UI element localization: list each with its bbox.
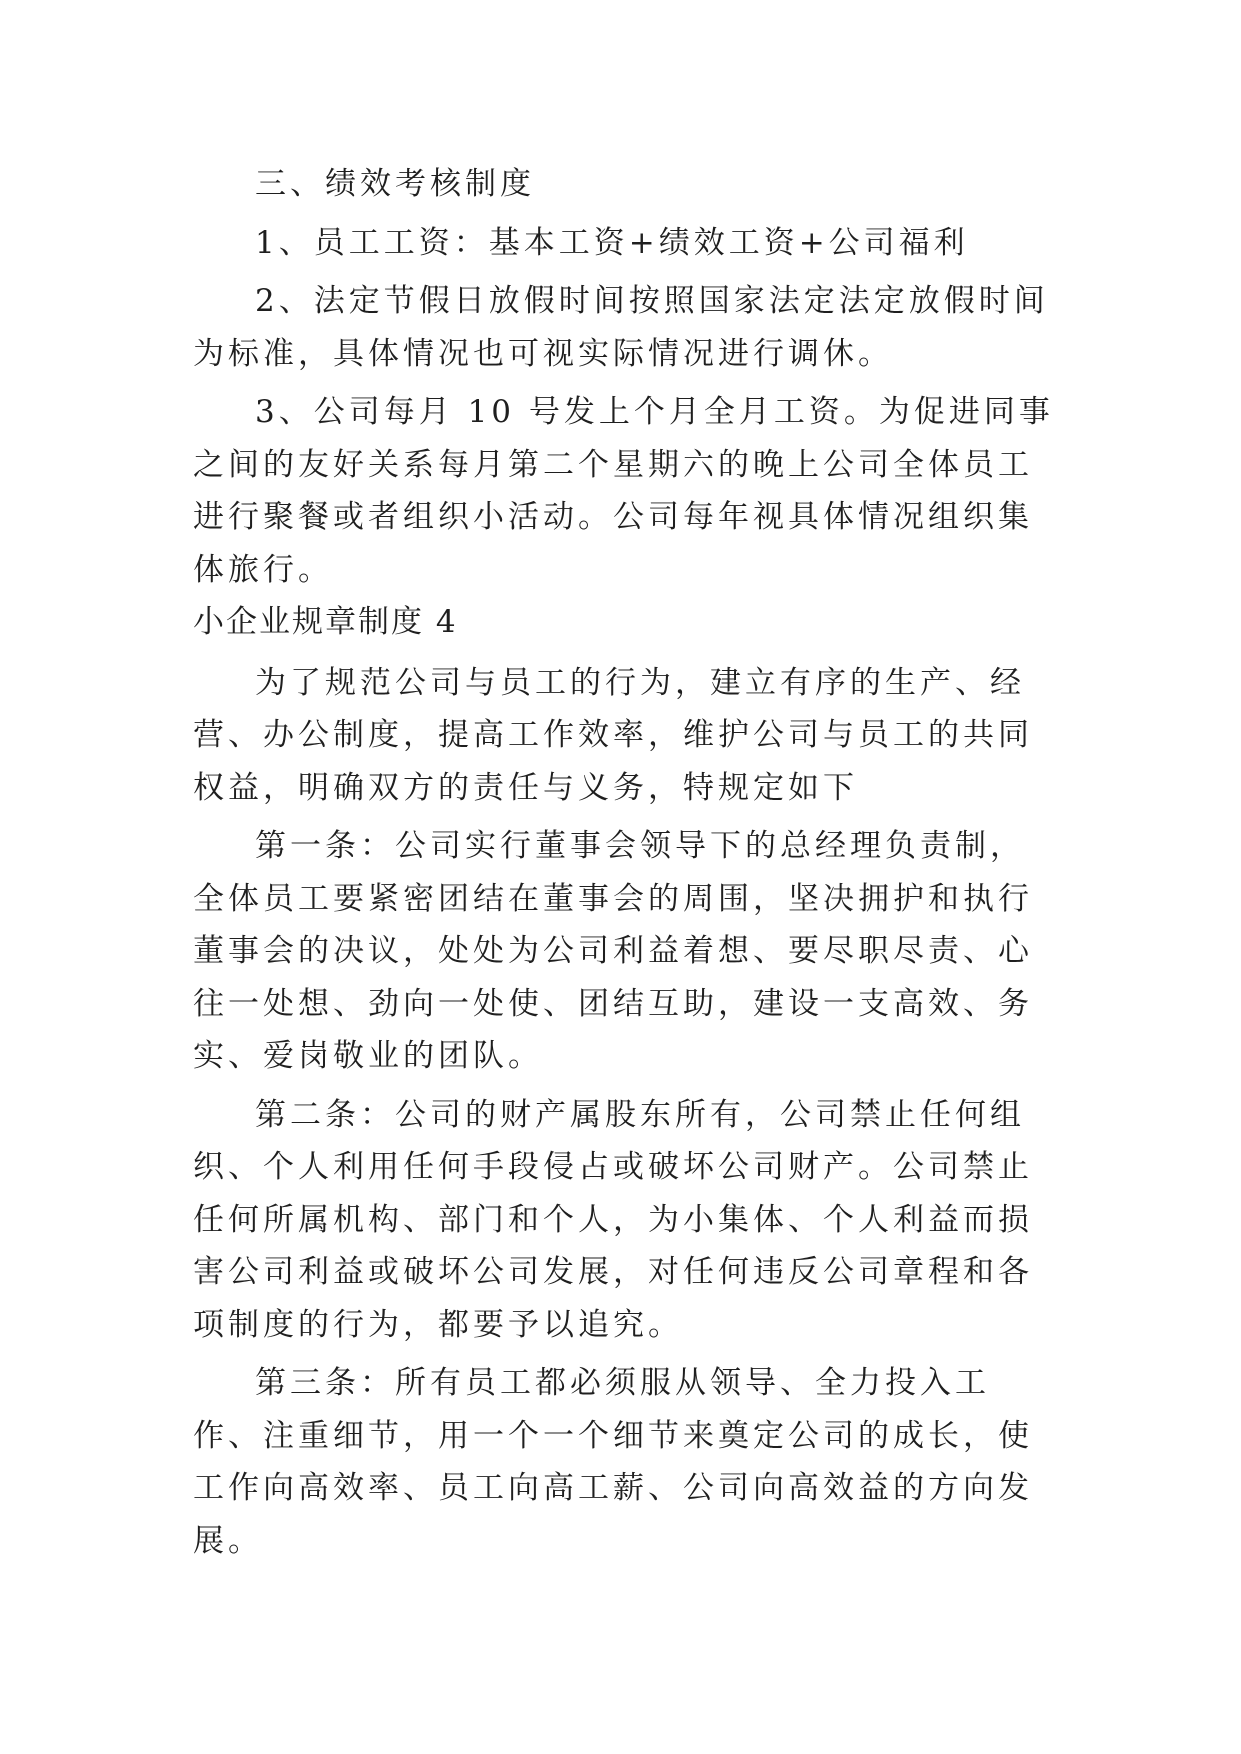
paragraph-section-title: 三、绩效考核制度 [255,166,535,202]
paragraph-article-3: 第三条：所有员工都必须服从领导、全力投入工作、注重细节，用一个一个细节来奠定公司的成长，使工作向高效率、员工向高工薪、公司向高效益的方向发展。 [193,1365,1033,1559]
document-heading: 小企业规章制度 4 [193,604,458,640]
paragraph-article-2: 第二条：公司的财产属股东所有，公司禁止任何组织、个人利用任何手段侵占或破坏公司财产。公司禁止任何所属机构、部门和个人，为小集体、个人利益而损害公司利益或破坏公司发展，对任何违反公司章程和各项制度的行为，都要予以追究。 [193,1096,1033,1343]
document-body [193,158,1057,1573]
paragraph-item-2: 2、法定节假日放假时间按照国家法定法定放假时间为标准，具体情况也可视实际情况进行调休。 [193,283,1049,372]
paragraph-item-3: 3、公司每月 10 号发上个月全月工资。为促进同事之间的友好关系每月第二个星期六的晚上公司全体员工进行聚餐或者组织小活动。公司每年视具体情况组织集体旅行。 [193,394,1054,588]
paragraph-intro: 为了规范公司与员工的行为，建立有序的生产、经营、办公制度，提高工作效率，维护公司与员工的共同权益，明确双方的责任与义务，特规定如下 [193,664,1033,806]
paragraph-article-1: 第一条：公司实行董事会领导下的总经理负责制，全体员工要紧密团结在董事会的周围，坚决拥护和执行董事会的决议，处处为公司利益着想、要尽职尽责、心往一处想、劲向一处使、团结互助，建设一支高效、务实、爱岗敬业的团队。 [193,828,1033,1074]
paragraph-item-1: 1、员工工资：基本工资+绩效工资+公司福利 [255,224,969,261]
